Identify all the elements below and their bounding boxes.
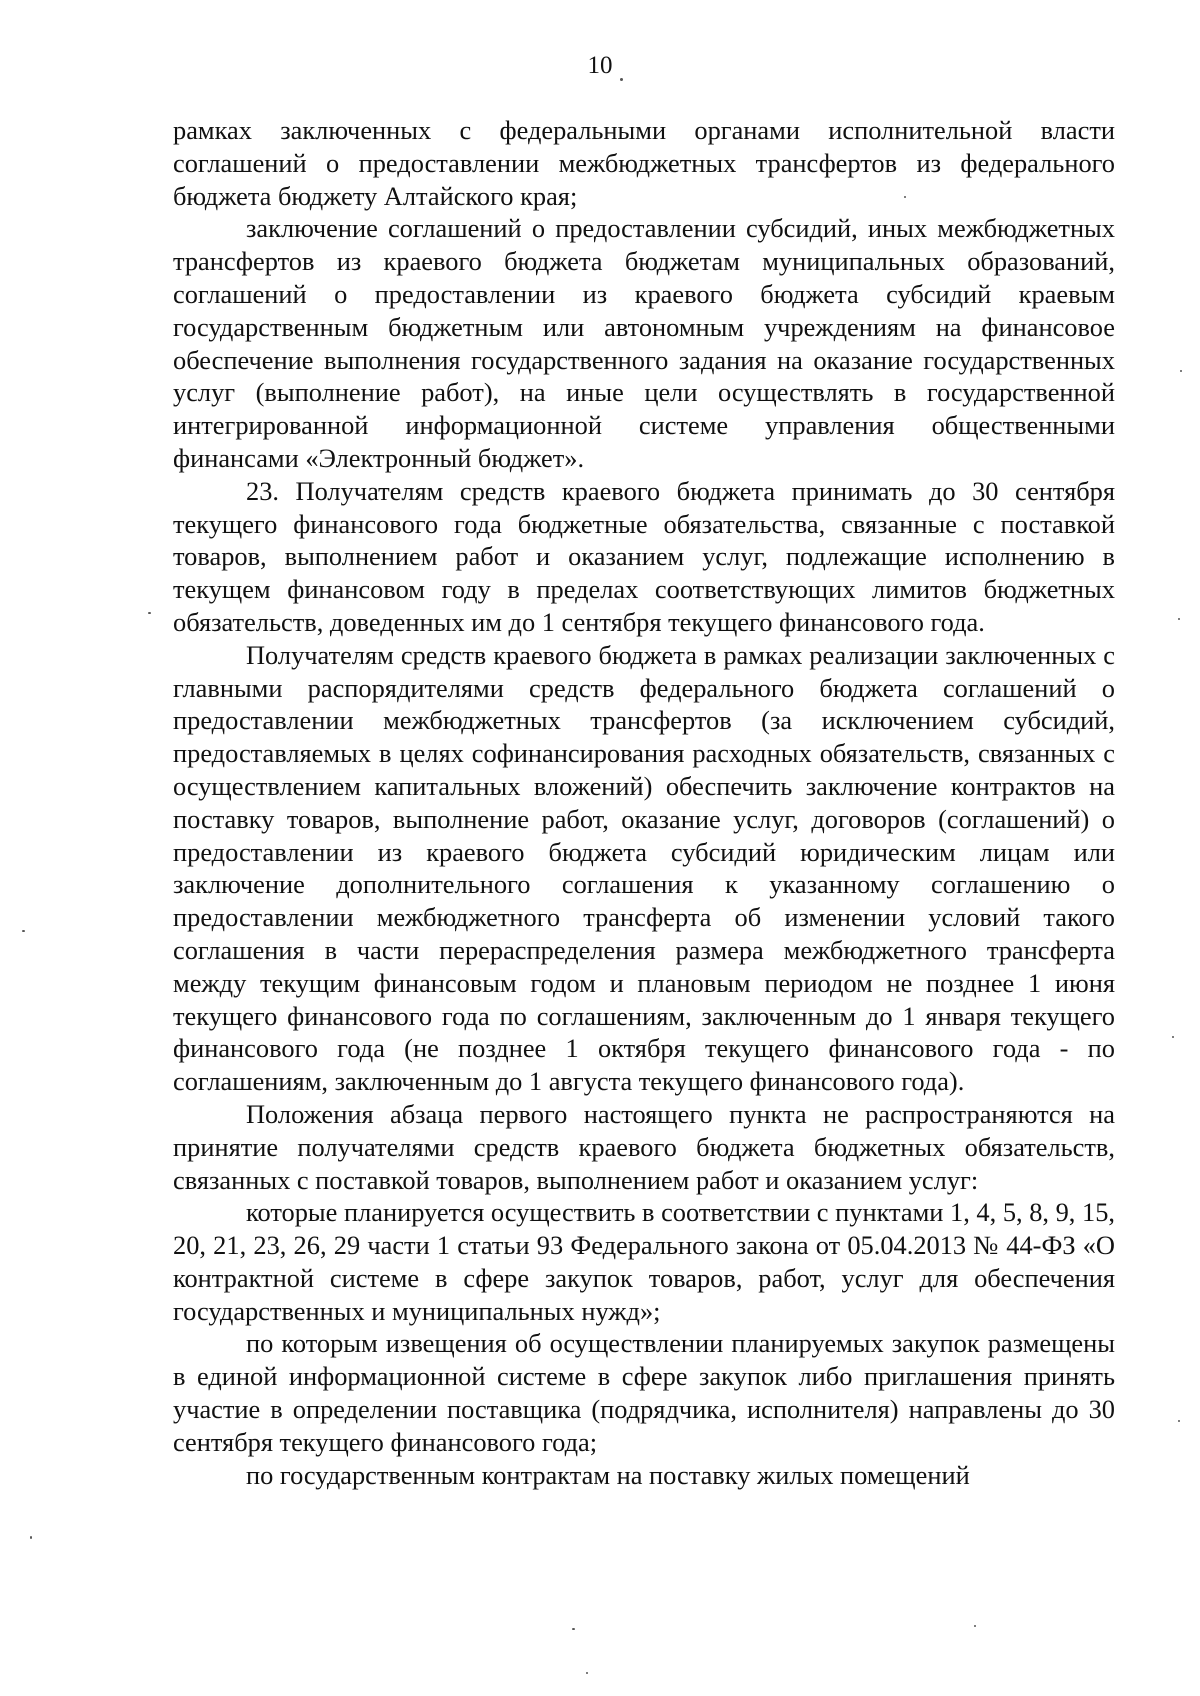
scan-speck	[1178, 618, 1180, 620]
scan-speck	[22, 930, 25, 932]
paragraph-4: Получателям средств краевого бюджета в рамках реализации заключенных с главными распорядителями средств федерального бюджета соглашений о предоставлении межбюджетных трансфертов (за исключением субсидий, предоставляемых в целях софинансирования расходных обязательств, связанных с осуществлением капитальных вложений) обеспечить заключение контрактов на поставку товаров, выполнение работ, оказание услуг, договоров (соглашений) о предоставлении из краевого бюджета субсидий юридическим лицам или заключение дополнительного соглашения к указанному соглашению о предоставлении межбюджетного трансферта об изменении условий такого соглашения в части перераспределения размера межбюджетного трансферта между текущим финансовым годом и плановым периодом не позднее 1 июня текущего финансового года по соглашениям, заключенным до 1 января текущего финансового года (не позднее 1 октября текущего финансового года - по соглашениям, заключенным до 1 августа текущего финансового года).	[173, 639, 1115, 1097]
scan-speck	[30, 1536, 32, 1539]
page-number: 10	[587, 52, 613, 79]
paragraph-8: по государственным контрактам на поставку жилых помещений	[246, 1459, 970, 1490]
scan-speck	[904, 196, 906, 198]
scan-speck	[1180, 370, 1182, 372]
paragraph-2: заключение соглашений о предоставлении субсидий, иных межбюджетных трансфертов из краевого бюджета бюджетам муниципальных образований, соглашений о предоставлении из краевого бюджета субсидий краевым государственным бюджетным или автономным учреждениям на финансовое обеспечение выполнения государственного задания на оказание государственных услуг (выполнение работ), на иные цели осуществлять в государственной интегрированной информационной системе управления общественными финансами «Электронный бюджет».	[173, 213, 1115, 473]
paragraph-7: по которым извещения об осуществлении планируемых закупок размещены в единой информационной системе в сфере закупок либо приглашения принять участие в определении поставщика (подрядчика, исполнителя) направлены до 30 сентября текущего финансового года;	[173, 1328, 1115, 1457]
scan-speck	[148, 612, 151, 614]
scan-speck	[1178, 1420, 1180, 1422]
scan-speck	[586, 1672, 588, 1674]
document-body	[173, 114, 1115, 1491]
scan-speck	[572, 1628, 575, 1630]
scan-speck	[974, 1625, 976, 1627]
paragraph-5: Положения абзаца первого настоящего пункта не распространяются на принятие получателями средств краевого бюджета бюджетных обязательств, связанных с поставкой товаров, выполнением работ и оказанием услуг:	[173, 1098, 1115, 1195]
paragraph-3: 23. Получателям средств краевого бюджета принимать до 30 сентября текущего финансового года бюджетные обязательства, связанные с поставкой товаров, выполнением работ и оказанием услуг, подлежащие исполнению в текущем финансовом году в пределах соответствующих лимитов бюджетных обязательств, доведенных им до 1 сентября текущего финансового года.	[173, 475, 1115, 637]
scan-speck	[620, 78, 623, 81]
paragraph-6: которые планируется осуществить в соответствии с пунктами 1, 4, 5, 8, 9, 15, 20, 21, 23, 26, 29 части 1 статьи 93 Федерального закона от 05.04.2013 № 44-ФЗ «О контрактной системе в сфере закупок товаров, работ, услуг для обеспечения государственных и муниципальных нужд»;	[173, 1197, 1115, 1326]
paragraph-1: рамках заключенных с федеральными органами исполнительной власти соглашений о предоставлении межбюджетных трансфертов из федерального бюджета бюджету Алтайского края;	[173, 115, 1115, 211]
scan-speck	[1172, 1036, 1174, 1038]
